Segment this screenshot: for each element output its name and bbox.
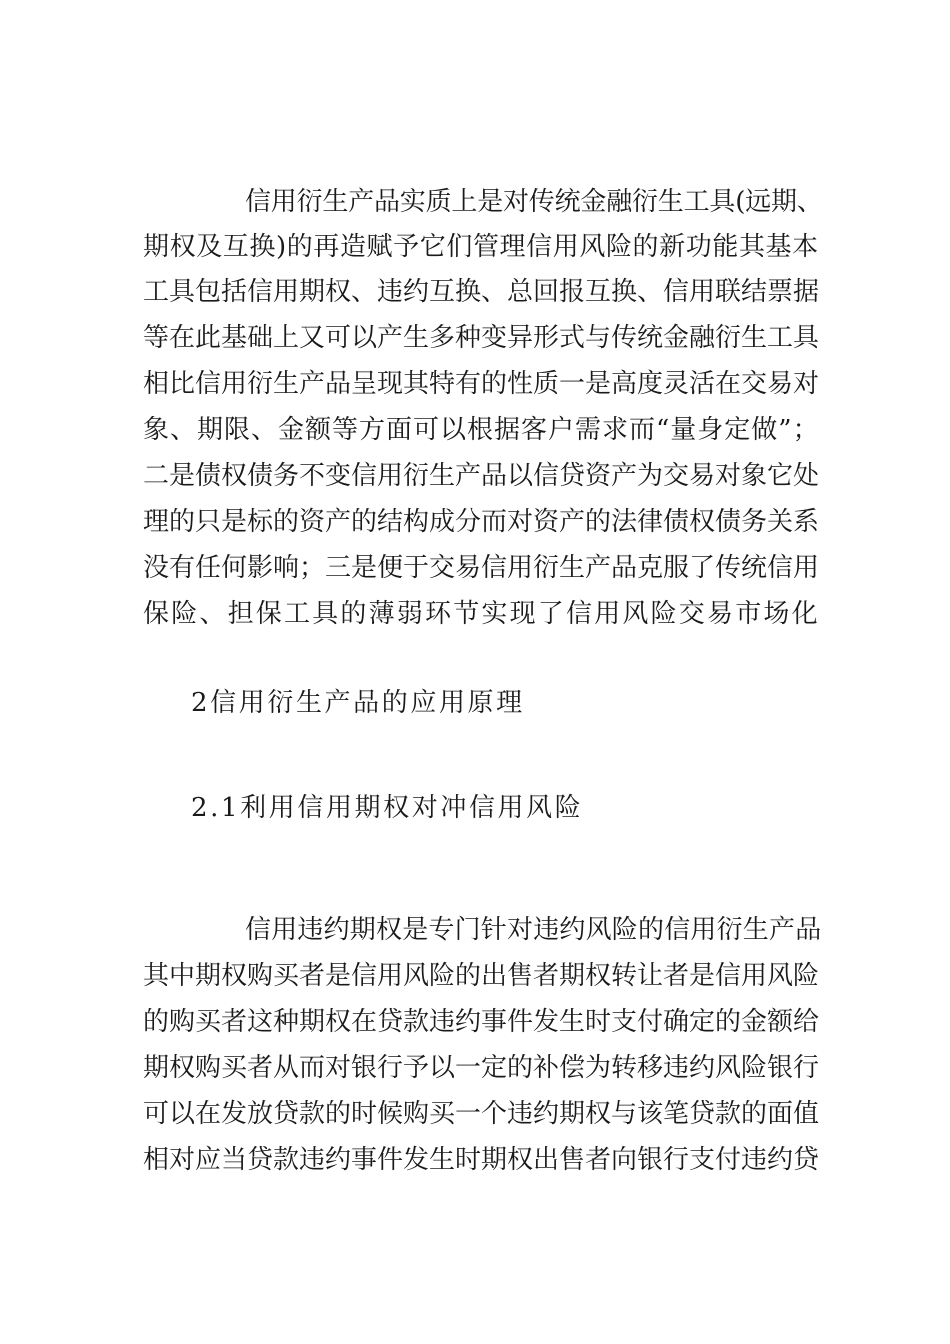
paragraph-line: 期权及互换)的再造赋予它们管理信用风险的新功能其基本: [143, 232, 819, 262]
paragraph-line: 相对应当贷款违约事件发生时期权出售者向银行支付违约贷: [143, 1145, 820, 1175]
paragraph-line: 保险、担保工具的薄弱环节实现了信用风险交易市场化: [143, 599, 820, 629]
paragraph-line: 信用违约期权是专门针对违约风险的信用衍生产品: [245, 915, 822, 945]
section-heading: 2信用衍生产品的应用原理: [191, 688, 525, 718]
paragraph-line: 其中期权购买者是信用风险的出售者期权转让者是信用风险: [143, 961, 820, 991]
paragraph-line: 没有任何影响；三是便于交易信用衍生产品克服了传统信用: [143, 553, 820, 583]
subsection-heading: 2.1利用信用期权对冲信用风险: [191, 793, 584, 823]
paragraph-line: 理的只是标的资产的结构成分而对资产的法律债权债务关系: [143, 507, 820, 537]
paragraph-line: 的购买者这种期权在贷款违约事件发生时支付确定的金额给: [143, 1007, 820, 1037]
paragraph-line: 期权购买者从而对银行予以一定的补偿为转移违约风险银行: [143, 1053, 820, 1083]
paragraph-line: 信用衍生产品实质上是对传统金融衍生工具(远期、: [245, 187, 823, 217]
paragraph-line: 可以在发放贷款的时候购买一个违约期权与该笔贷款的面值: [143, 1099, 820, 1129]
paragraph-line: 等在此基础上又可以产生多种变异形式与传统金融衍生工具: [143, 323, 820, 353]
paragraph-line: 工具包括信用期权、违约互换、总回报互换、信用联结票据: [143, 277, 820, 307]
paragraph-line: 二是债权债务不变信用衍生产品以信贷资产为交易对象它处: [143, 461, 820, 491]
paragraph-line: 象、期限、金额等方面可以根据客户需求而“量身定做”；: [143, 415, 820, 445]
paragraph-line: 相比信用衍生产品呈现其特有的性质一是高度灵活在交易对: [143, 369, 820, 399]
